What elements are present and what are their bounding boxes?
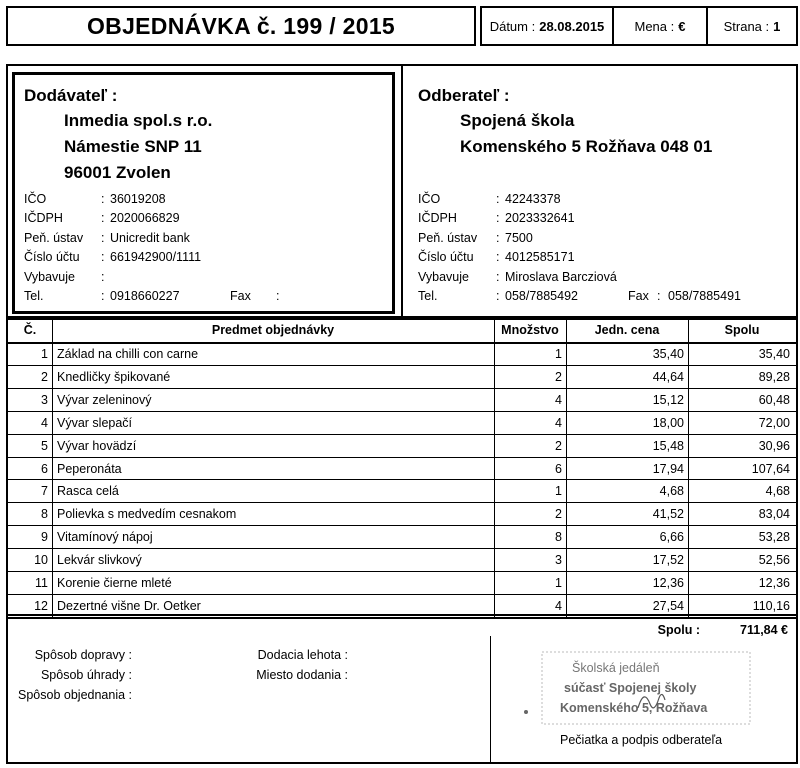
table-row-line <box>8 479 796 480</box>
row-total: 83,04 <box>758 507 790 522</box>
row-quantity: 2 <box>555 438 562 453</box>
items-table <box>6 318 798 637</box>
supplier-icdph-value: 2020066829 <box>110 211 180 225</box>
row-item-name: Korenie čierne mleté <box>57 576 172 590</box>
row-unit-price: 17,52 <box>652 553 684 568</box>
payment-label: Spôsob úhrady : <box>40 668 132 682</box>
grand-total: 711,84 € <box>740 622 788 637</box>
stamp-line-2: súčasť Spojenej školy <box>564 681 697 695</box>
customer-fax-label: Fax <box>628 289 649 303</box>
row-total: 72,00 <box>758 415 790 430</box>
row-total: 52,56 <box>758 553 790 568</box>
row-quantity: 2 <box>555 507 562 522</box>
row-unit-price: 6,66 <box>659 530 684 545</box>
row-quantity: 4 <box>555 392 562 407</box>
customer-bank-value: 7500 <box>505 231 533 245</box>
row-quantity: 8 <box>555 530 562 545</box>
row-quantity: 6 <box>555 461 562 476</box>
row-number: 4 <box>41 415 48 430</box>
table-row-line <box>8 388 796 389</box>
customer-icdph-colon: : <box>496 211 500 225</box>
customer-account-label: Číslo účtu <box>418 250 474 264</box>
supplier-icdph-colon: : <box>101 211 105 225</box>
supplier-contact-label: Vybavuje <box>24 270 75 284</box>
currency-box <box>614 6 708 46</box>
row-number: 11 <box>35 576 48 590</box>
supplier-street: Námestie SNP 11 <box>64 137 202 156</box>
header-unit-price: Jedn. cena <box>594 323 660 337</box>
header-total: Spolu <box>724 323 760 337</box>
customer-tel-colon: : <box>496 289 500 303</box>
table-header-line <box>8 342 796 344</box>
customer-address: Komenského 5 Rožňava 048 01 <box>460 137 713 156</box>
row-total: 89,28 <box>758 369 790 384</box>
delivery-place-label: Miesto dodania : <box>256 668 348 682</box>
customer-account-value: 4012585171 <box>505 250 575 264</box>
customer-ico-colon: : <box>496 192 500 206</box>
row-unit-price: 4,68 <box>659 484 684 499</box>
order-method-label: Spôsob objednania : <box>18 688 132 702</box>
supplier-bank-label: Peň. ústav <box>24 231 84 245</box>
supplier-name: Inmedia spol.s r.o. <box>64 111 213 130</box>
table-row-line <box>8 525 796 526</box>
row-item-name: Dezertné višne Dr. Oetker <box>57 598 201 613</box>
customer-icdph-value: 2023332641 <box>505 211 575 225</box>
row-item-name: Knedličky špikované <box>57 369 171 384</box>
stamp-line-1: Školská jedáleň <box>572 661 660 675</box>
customer-fax-colon: : <box>657 289 661 303</box>
footer-divider <box>490 636 491 764</box>
row-number: 6 <box>41 461 48 476</box>
customer-ico-value: 42243378 <box>505 192 561 206</box>
row-number: 12 <box>34 598 48 613</box>
customer-heading: Odberateľ : <box>418 86 510 105</box>
table-row-line <box>8 571 796 572</box>
table-row-line <box>8 365 796 366</box>
row-quantity: 2 <box>555 369 562 384</box>
customer-icdph-label: IČDPH <box>418 211 457 225</box>
order-title: OBJEDNÁVKA č. 199 / 2015 <box>86 12 396 39</box>
customer-tel-value: 058/7885492 <box>505 289 578 303</box>
row-item-name: Lekvár slivkový <box>57 553 142 568</box>
customer-name: Spojená škola <box>460 111 575 130</box>
stamp-image <box>520 650 755 730</box>
supplier-ico-colon: : <box>101 192 105 206</box>
row-item-name: Vývar slepačí <box>57 415 133 430</box>
supplier-account-value: 661942900/1111 <box>110 250 202 264</box>
row-number: 5 <box>41 438 48 453</box>
row-number: 2 <box>41 369 48 384</box>
supplier-tel-value: 0918660227 <box>110 289 180 303</box>
customer-account-colon: : <box>496 250 500 264</box>
row-number: 8 <box>41 507 48 522</box>
row-unit-price: 15,48 <box>652 438 684 453</box>
row-total: 53,28 <box>758 530 790 545</box>
row-unit-price: 44,64 <box>652 369 684 384</box>
row-unit-price: 12,36 <box>652 576 684 590</box>
table-row-line <box>8 548 796 549</box>
customer-contact-value: Miroslava Barcziová <box>505 270 617 284</box>
row-total: 35,40 <box>758 347 790 361</box>
table-row-line <box>8 502 796 503</box>
customer-contact-label: Vybavuje <box>418 270 469 284</box>
customer-bank-colon: : <box>496 231 500 245</box>
row-quantity: 4 <box>555 598 562 613</box>
supplier-fax-label: Fax <box>230 289 251 303</box>
supplier-ico-label: IČO <box>24 192 47 206</box>
row-number: 7 <box>41 484 48 499</box>
transport-label: Spôsob dopravy : <box>34 648 132 662</box>
row-unit-price: 15,12 <box>652 392 684 407</box>
customer-bank-label: Peň. ústav <box>418 231 478 245</box>
row-total: 107,64 <box>751 461 790 476</box>
row-unit-price: 35,40 <box>652 347 684 361</box>
table-row-line <box>8 457 796 458</box>
currency-value: € <box>678 18 686 34</box>
delivery-term-label: Dodacia lehota : <box>257 648 348 662</box>
customer-fax-value: 058/7885491 <box>668 289 741 303</box>
page-value: 1 <box>773 18 781 34</box>
customer-tel-label: Tel. <box>418 289 438 303</box>
row-quantity: 1 <box>555 484 562 499</box>
row-item-name: Vitamínový nápoj <box>57 530 153 545</box>
table-row-line <box>8 434 796 435</box>
row-total: 4,68 <box>765 484 790 499</box>
row-number: 3 <box>41 392 48 407</box>
grand-total-label: Spolu : <box>657 622 700 637</box>
page-label: Strana : <box>723 18 770 34</box>
supplier-account-label: Číslo účtu <box>24 250 80 264</box>
row-number: 9 <box>41 530 48 545</box>
header-item: Predmet objednávky <box>211 323 335 337</box>
row-quantity: 1 <box>555 576 562 590</box>
supplier-ico-value: 36019208 <box>110 192 166 206</box>
supplier-city: 96001 Zvolen <box>64 163 171 182</box>
row-unit-price: 41,52 <box>652 507 684 522</box>
table-row-line <box>8 411 796 412</box>
row-quantity: 4 <box>555 415 562 430</box>
currency-label: Mena : <box>634 18 675 34</box>
row-item-name: Rasca celá <box>57 484 119 499</box>
row-item-name: Peperonáta <box>57 461 122 476</box>
page-box <box>708 6 798 46</box>
date-value: 28.08.2015 <box>539 18 605 34</box>
row-total: 30,96 <box>758 438 790 453</box>
row-unit-price: 18,00 <box>652 415 684 430</box>
row-total: 60,48 <box>758 392 790 407</box>
supplier-contact-colon: : <box>101 270 105 284</box>
header-qty: Množstvo <box>501 323 559 337</box>
date-box <box>480 6 614 46</box>
date-label: Dátum : <box>489 18 536 34</box>
row-item-name: Vývar zeleninový <box>57 392 152 407</box>
stamp-line-3: Komenského 5, Rožňava <box>560 701 708 715</box>
supplier-bank-colon: : <box>101 231 105 245</box>
row-number: 10 <box>34 553 48 568</box>
row-unit-price: 17,94 <box>652 461 684 476</box>
row-quantity: 3 <box>555 553 562 568</box>
supplier-icdph-label: IČDPH <box>24 211 63 225</box>
supplier-account-colon: : <box>101 250 105 264</box>
header-no: Č. <box>23 323 37 337</box>
parties-divider <box>401 64 403 318</box>
table-row-line <box>8 594 796 595</box>
row-item-name: Vývar hovädzí <box>57 438 137 453</box>
supplier-tel-colon: : <box>101 289 105 303</box>
supplier-bank-value: Unicredit bank <box>110 231 190 245</box>
supplier-fax-colon: : <box>276 289 280 303</box>
customer-ico-label: IČO <box>418 192 441 206</box>
customer-contact-colon: : <box>496 270 500 284</box>
row-item-name: Základ na chilli con carne <box>57 347 199 361</box>
row-total: 12,36 <box>758 576 790 590</box>
row-unit-price: 27,54 <box>652 598 684 613</box>
supplier-tel-label: Tel. <box>24 289 44 303</box>
row-total: 110,16 <box>752 598 790 613</box>
supplier-heading: Dodávateľ : <box>24 86 118 105</box>
row-item-name: Polievka s medvedím cesnakom <box>57 507 237 522</box>
signature-label: Pečiatka a podpis odberateľa <box>560 733 723 747</box>
row-quantity: 1 <box>555 347 562 361</box>
row-number: 1 <box>41 347 48 361</box>
